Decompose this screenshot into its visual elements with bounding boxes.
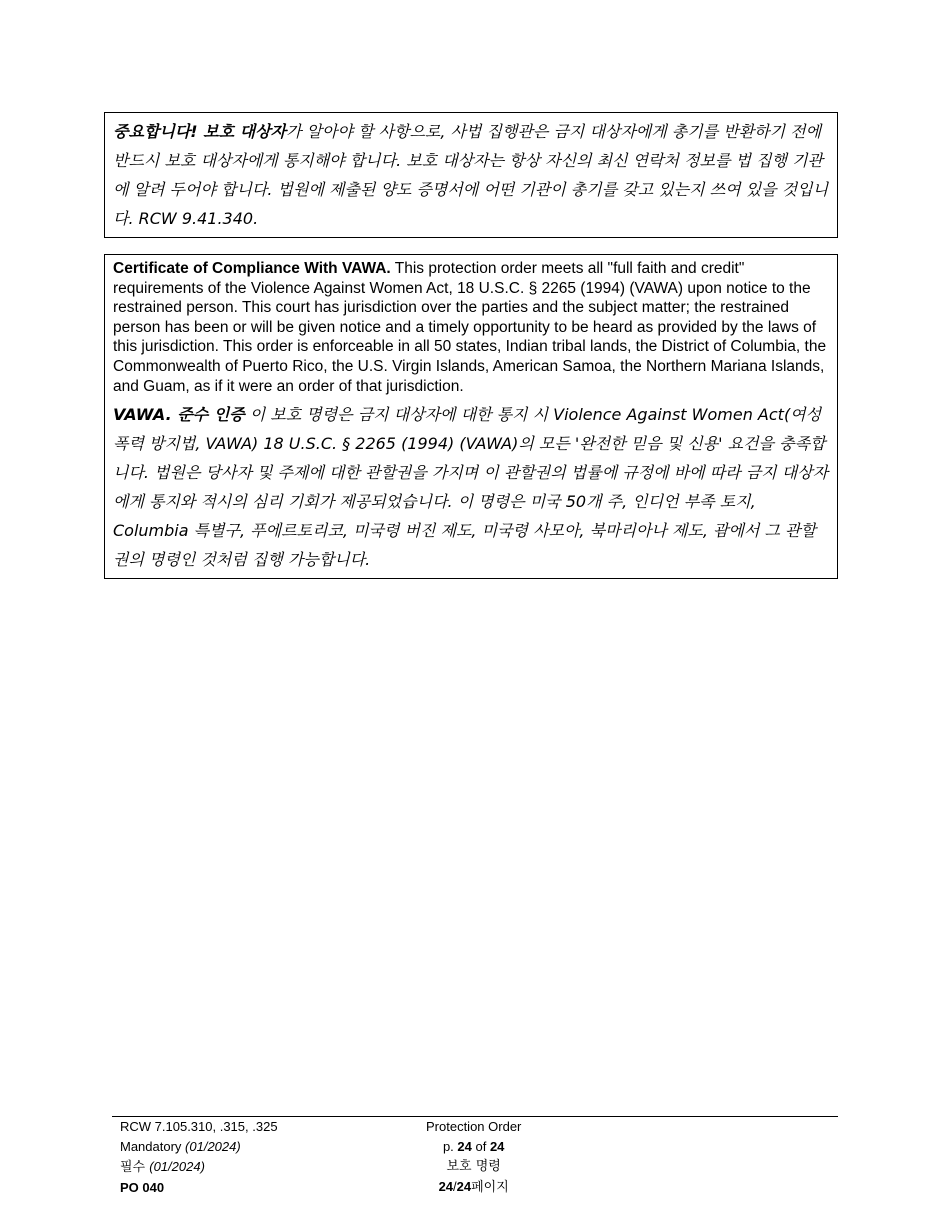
vawa-certificate-box bbox=[104, 254, 838, 579]
footer-left bbox=[120, 1117, 278, 1198]
vawa-korean-text bbox=[113, 400, 829, 574]
vawa-english-body: This protection order meets all "full faith and credit" requirements of the Violence Against Women Act, 18 U.S.C. § 2265 (1994) (VAWA) upon notice to the restrained person. This court has jurisdiction over the parties and the subject matter; the restrained person has been or will be given notice and a timely opportunity to be heard as provided by the laws of this jurisdiction. This order is enforceable in all 50 states, Indian tribal lands, the District of Columbia, the Commonwealth of Puerto Rico, the U.S. Virgin Islands, American Samoa, the Northern Mariana Islands, and Guam, as if it were an order of that jurisdiction. bbox=[113, 260, 827, 395]
vawa-korean-body: 이 보호 명령은 금지 대상자에 대한 통지 시 Violence Against Women Act(여성 폭력 방지법, VAWA) 18 U.S.C. § 2265 (1994) (VAWA)의 모든 '완전한 믿음 및 신용' 요건을 충족합니다. 법원은 당사자 및 주제에 대한 관할권을 가지며 이 관할권의 법률에 규정에 바에 따라 금지 대상자에게 통지와 적시의 심리 기회가 제공되었습니다. 이 명령은 미국 50개 주, 인디언 부족 토지, Columbia 특별구, 푸에르토리코, 미국령 버진 제도, 미국령 사모아, 북마리아나 제도, 괌에서 그 관할권의 명령인 것처럼 집행 가능합니다. bbox=[113, 405, 829, 570]
vawa-english-text bbox=[113, 259, 829, 396]
footer-title: Protection Order bbox=[426, 1119, 522, 1134]
vawa-korean-heading: VAWA. 준수 인증 bbox=[113, 405, 245, 425]
firearm-notice-body: 가 알아야 할 사항으로, 사법 집행관은 금지 대상자에게 총기를 반환하기 전에 반드시 보호 대상자에게 통지해야 합니다. 보호 대상자는 항상 자신의 최신 연락처 정보를 법 집행 기관에 알려 두어야 합니다. 법원에 제출된 양도 증명서에 어떤 기관이 총기를 갖고 있는지 쓰여 있을 것입니다. RCW 9.41.340. bbox=[113, 122, 829, 228]
footer-kr-title: 보호 명령 bbox=[446, 1159, 501, 1174]
footer-page-number: p. 24 of 24 bbox=[442, 1139, 505, 1154]
firearm-notice-box bbox=[104, 112, 838, 238]
footer-center bbox=[426, 1117, 521, 1198]
footer-kr-page-number: 24/24페이지 bbox=[438, 1179, 509, 1195]
vawa-english-heading: Certificate of Compliance With VAWA. bbox=[113, 260, 391, 277]
firearm-notice-heading: 중요합니다! 보호 대상자 bbox=[113, 122, 286, 141]
footer-mandatory: Mandatory (01/2024) bbox=[120, 1139, 241, 1154]
footer-kr-mandatory: 필수 (01/2024) bbox=[120, 1159, 205, 1175]
footer-form-code: PO 040 bbox=[120, 1180, 165, 1195]
firearm-notice-text bbox=[113, 117, 829, 233]
footer-rcw: RCW 7.105.310, .315, .325 bbox=[120, 1119, 278, 1134]
